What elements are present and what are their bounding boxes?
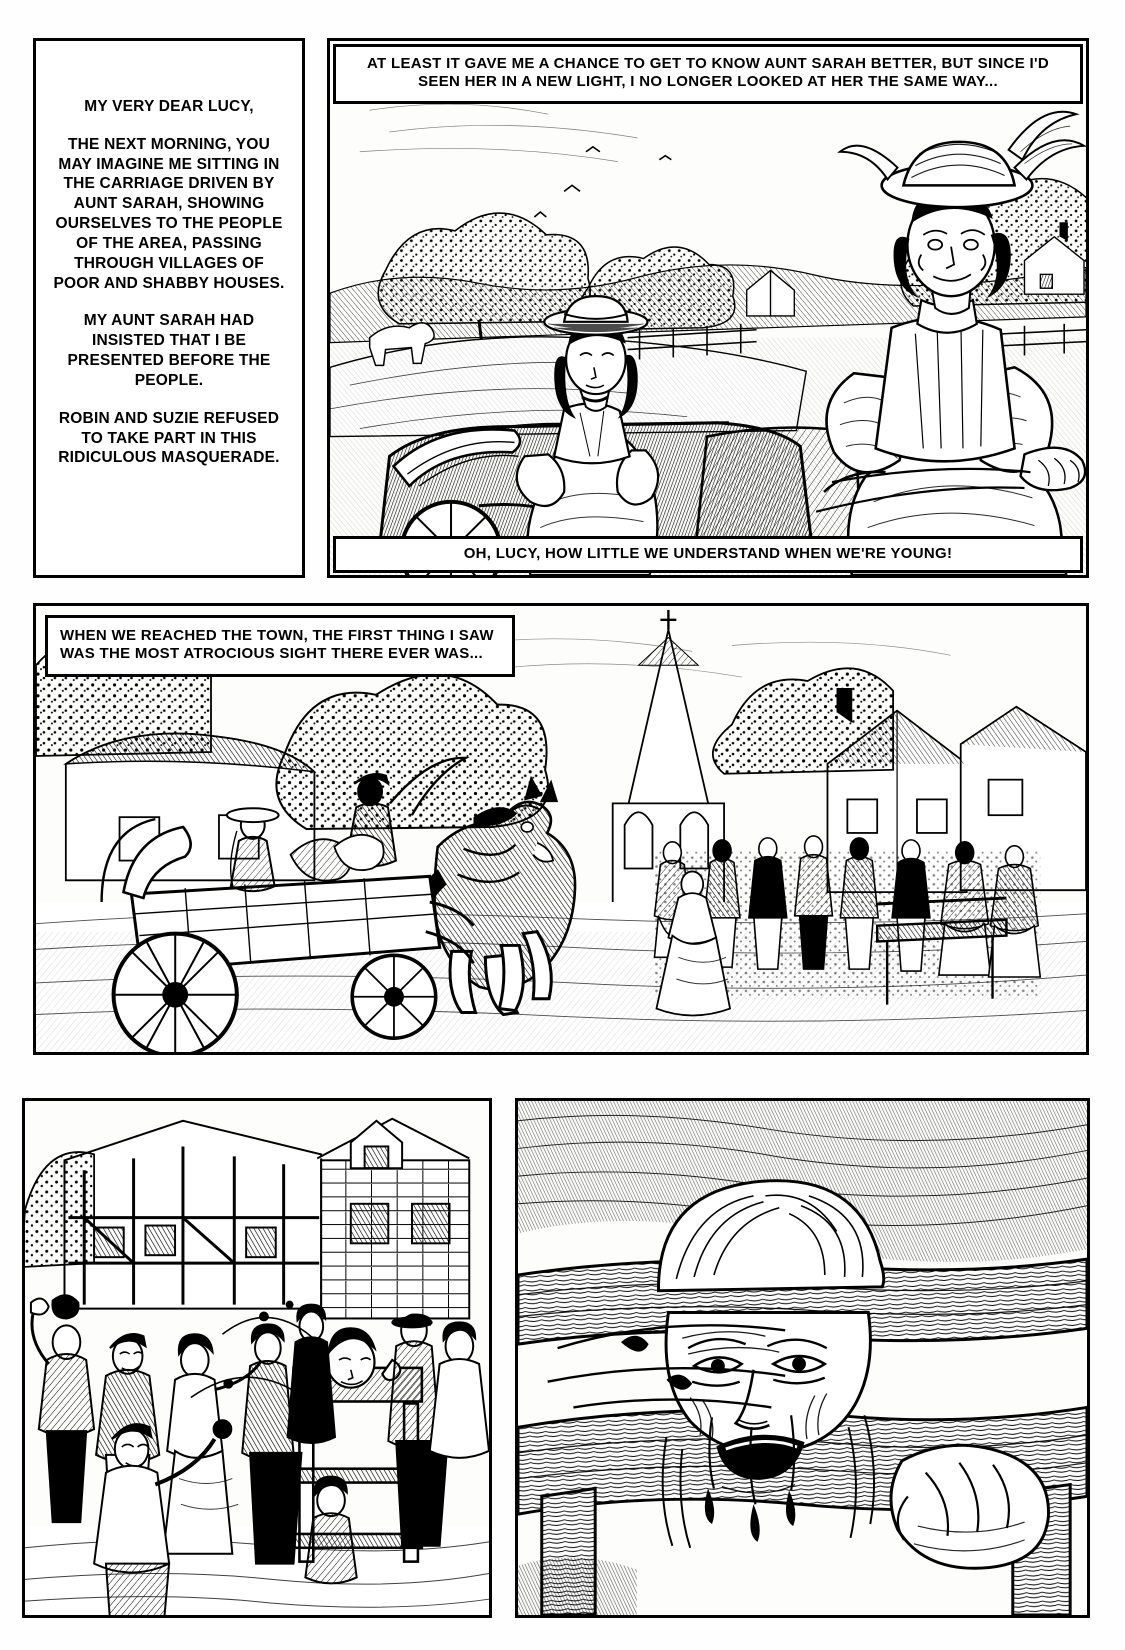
carriage-ride-panel [327,38,1089,578]
town-caption: WHEN WE REACHED THE TOWN, THE FIRST THING I SAW WAS THE MOST ATROCIOUS SIGHT THERE EVER WAS... [45,615,515,677]
pillory-face-closeup-illustration [518,1101,1087,1615]
carriage-bottom-caption: OH, LUCY, HOW LITTLE WE UNDERSTAND WHEN WE'RE YOUNG! [333,536,1083,573]
letter-paragraph: ROBIN AND SUZIE REFUSED TO TAKE PART IN THIS RIDICULOUS MASQUERADE. [58,409,280,467]
letter-caption-panel [33,38,305,578]
letter-text-block [36,41,302,478]
pillory-crowd-panel [22,1098,492,1618]
carriage-top-caption: AT LEAST IT GAVE ME A CHANCE TO GET TO KNOW AUNT SARAH BETTER, BUT SINCE I'D SEEN HER IN A NEW LIGHT, I NO LONGER LOOKED AT HER THE SAME WAY... [333,44,1083,104]
letter-paragraph: THE NEXT MORNING, YOU MAY IMAGINE ME SITTING IN THE CARRIAGE DRIVEN BY AUNT SARAH, SHOWING OURSELVES TO THE PEOPLE OF THE AREA, PASSING THROUGH VILLAGES OF POOR AND SHABBY HOUSES. [53,135,285,292]
letter-paragraph: MY VERY DEAR LUCY, [84,98,254,115]
letter-paragraph: MY AUNT SARAH HAD INSISTED THAT I BE PRESENTED BEFORE THE PEOPLE. [67,312,271,389]
carriage-ride-illustration [330,41,1086,575]
pillory-crowd-illustration [25,1101,489,1615]
pillory-face-closeup-panel [515,1098,1090,1618]
